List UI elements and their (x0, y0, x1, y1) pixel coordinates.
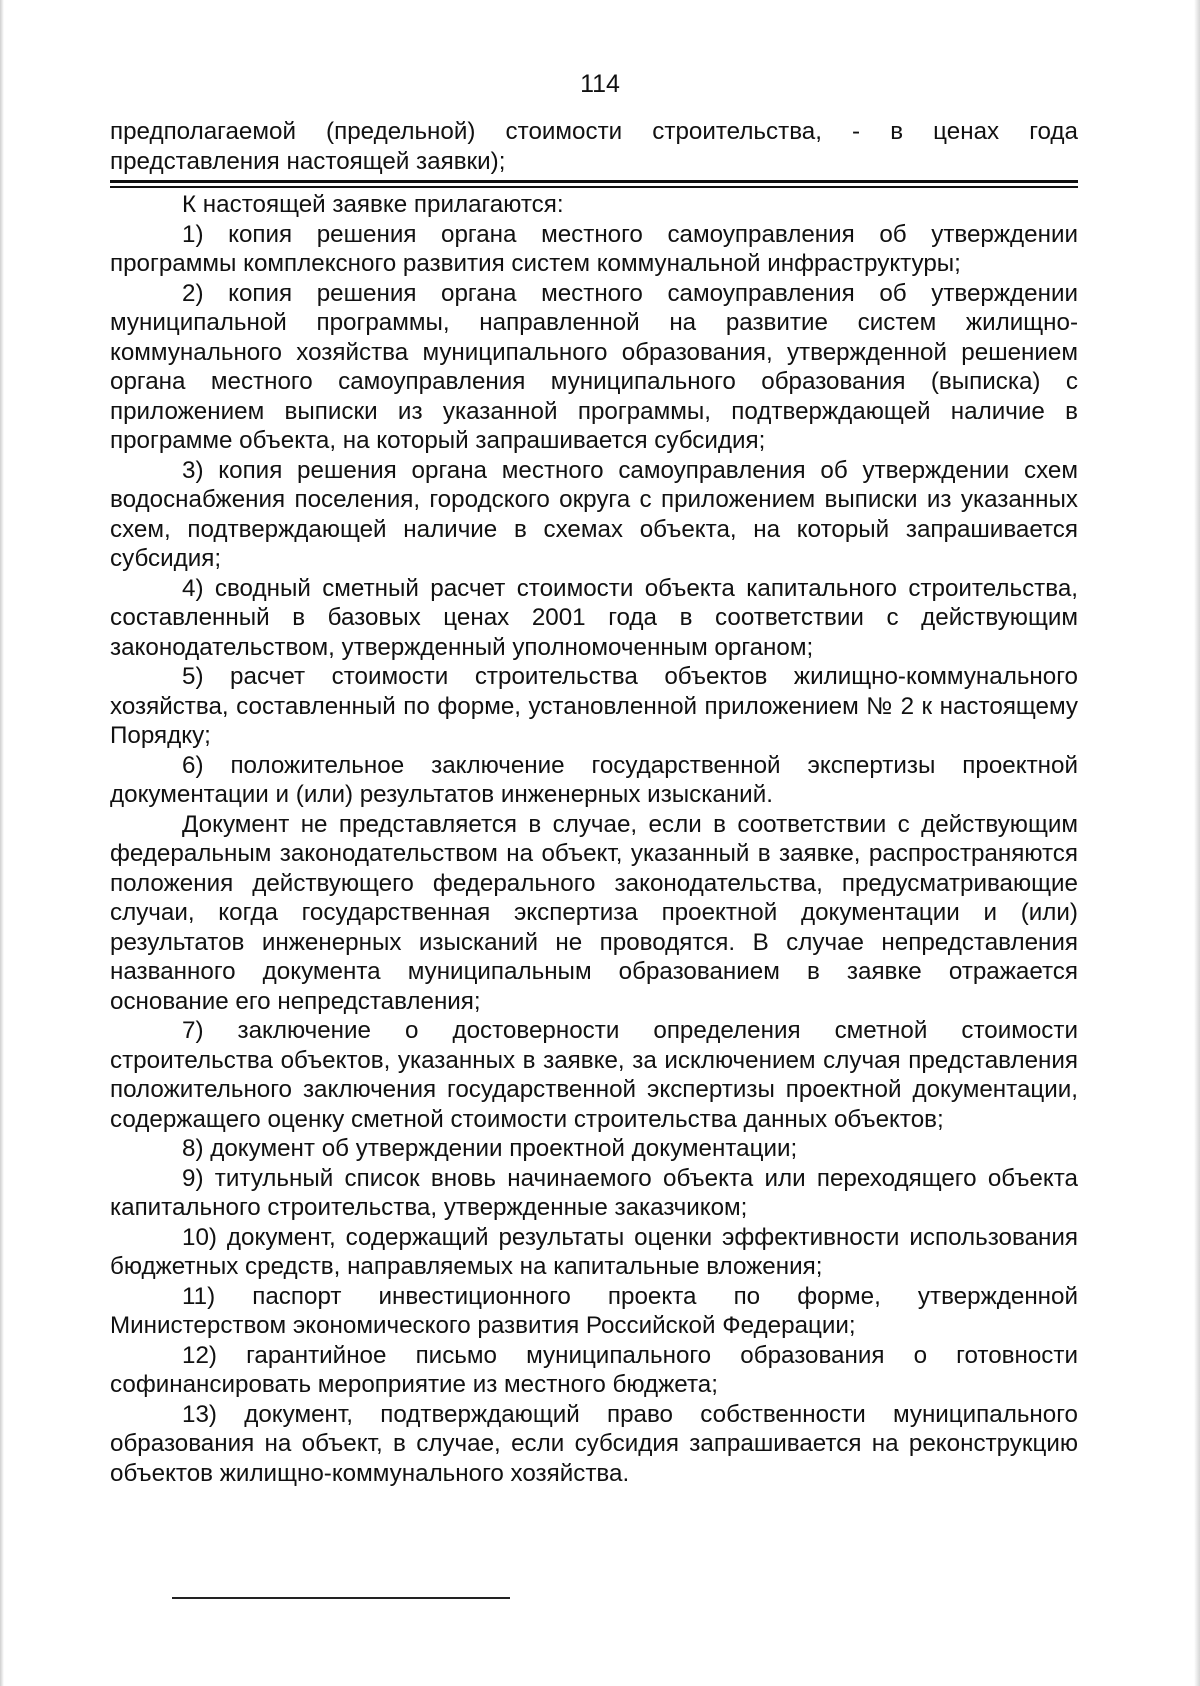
footnote-rule (172, 1597, 510, 1599)
list-item: 8) документ об утверждении проектной документации; (182, 1135, 798, 1162)
intro-line: К настоящей заявке прилагаются: (182, 191, 564, 218)
scan-edge-left (0, 0, 4, 1686)
lead-text: предполагаемой (предельной) стоимости строительства, - в ценах года представления настоящей заявки); (110, 118, 1078, 175)
attachments-list (110, 190, 1078, 1488)
list-item: 2) копия решения органа местного самоуправления об утверждении муниципальной программы, направленной на развитие систем жилищно-коммунального хозяйства муниципального образования, утвержденной решением органа местного самоуправления муниципального образования (выписка) с приложением выписки из указанной программы, подтверждающей наличие в программе объекта, на который запрашивается субсидия; (110, 279, 1078, 454)
list-item: 6) положительное заключение государственной экспертизы проектной документации и (или) результатов инженерных изысканий. (110, 751, 1078, 808)
double-rule-divider (110, 180, 1078, 188)
list-item: 3) копия решения органа местного самоуправления об утверждении схем водоснабжения поселения, городского округа с приложением выписки из указанных схем, подтверждающей наличие в схемах объекта, на который запрашивается субсидия; (110, 456, 1078, 572)
list-item: 7) заключение о достоверности определения сметной стоимости строительства объектов, указанных в заявке, за исключением случая представления положительного заключения государственной экспертизы проектной документации, содержащего оценку сметной стоимости строительства данных объектов; (110, 1017, 1078, 1133)
list-item: 12) гарантийное письмо муниципального образования о готовности софинансировать мероприятие из местного бюджета; (110, 1341, 1078, 1398)
list-item: 1) копия решения органа местного самоуправления об утверждении программы комплексного развития систем коммунальной инфраструктуры; (110, 220, 1078, 277)
list-item: 11) паспорт инвестиционного проекта по форме, утвержденной Министерством экономического развития Российской Федерации; (110, 1282, 1078, 1339)
list-item: 9) титульный список вновь начинаемого объекта или переходящего объекта капитального строительства, утвержденные заказчиком; (110, 1164, 1078, 1221)
list-item: 5) расчет стоимости строительства объектов жилищно-коммунального хозяйства, составленный по форме, установленной приложением № 2 к настоящему Порядку; (110, 663, 1078, 749)
list-item: 10) документ, содержащий результаты оценки эффективности использования бюджетных средств, направляемых на капитальные вложения; (110, 1223, 1078, 1280)
page-number: 114 (580, 70, 620, 98)
scan-edge-right (1194, 0, 1200, 1686)
list-item: 4) сводный сметный расчет стоимости объекта капитального строительства, составленный в базовых ценах 2001 года в соответствии с действующим законодательством, утвержденный уполномоченным органом; (110, 574, 1078, 661)
list-item: Документ не представляется в случае, если в соответствии с действующим федеральным законодательством на объект, указанный в заявке, распространяются положения действующего федерального законодательства, предусматривающие случаи, когда государственная экспертиза проектной документации и (или) результатов инженерных изысканий не проводятся. В случае непредставления названного документа муниципальным образованием в заявке отражается основание его непредставления; (110, 810, 1078, 1015)
list-item: 13) документ, подтверждающий право собственности муниципального образования на объект, в случае, если субсидия запрашивается на реконструкцию объектов жилищно-коммунального хозяйства. (110, 1400, 1078, 1487)
lead-paragraph (110, 117, 1078, 176)
